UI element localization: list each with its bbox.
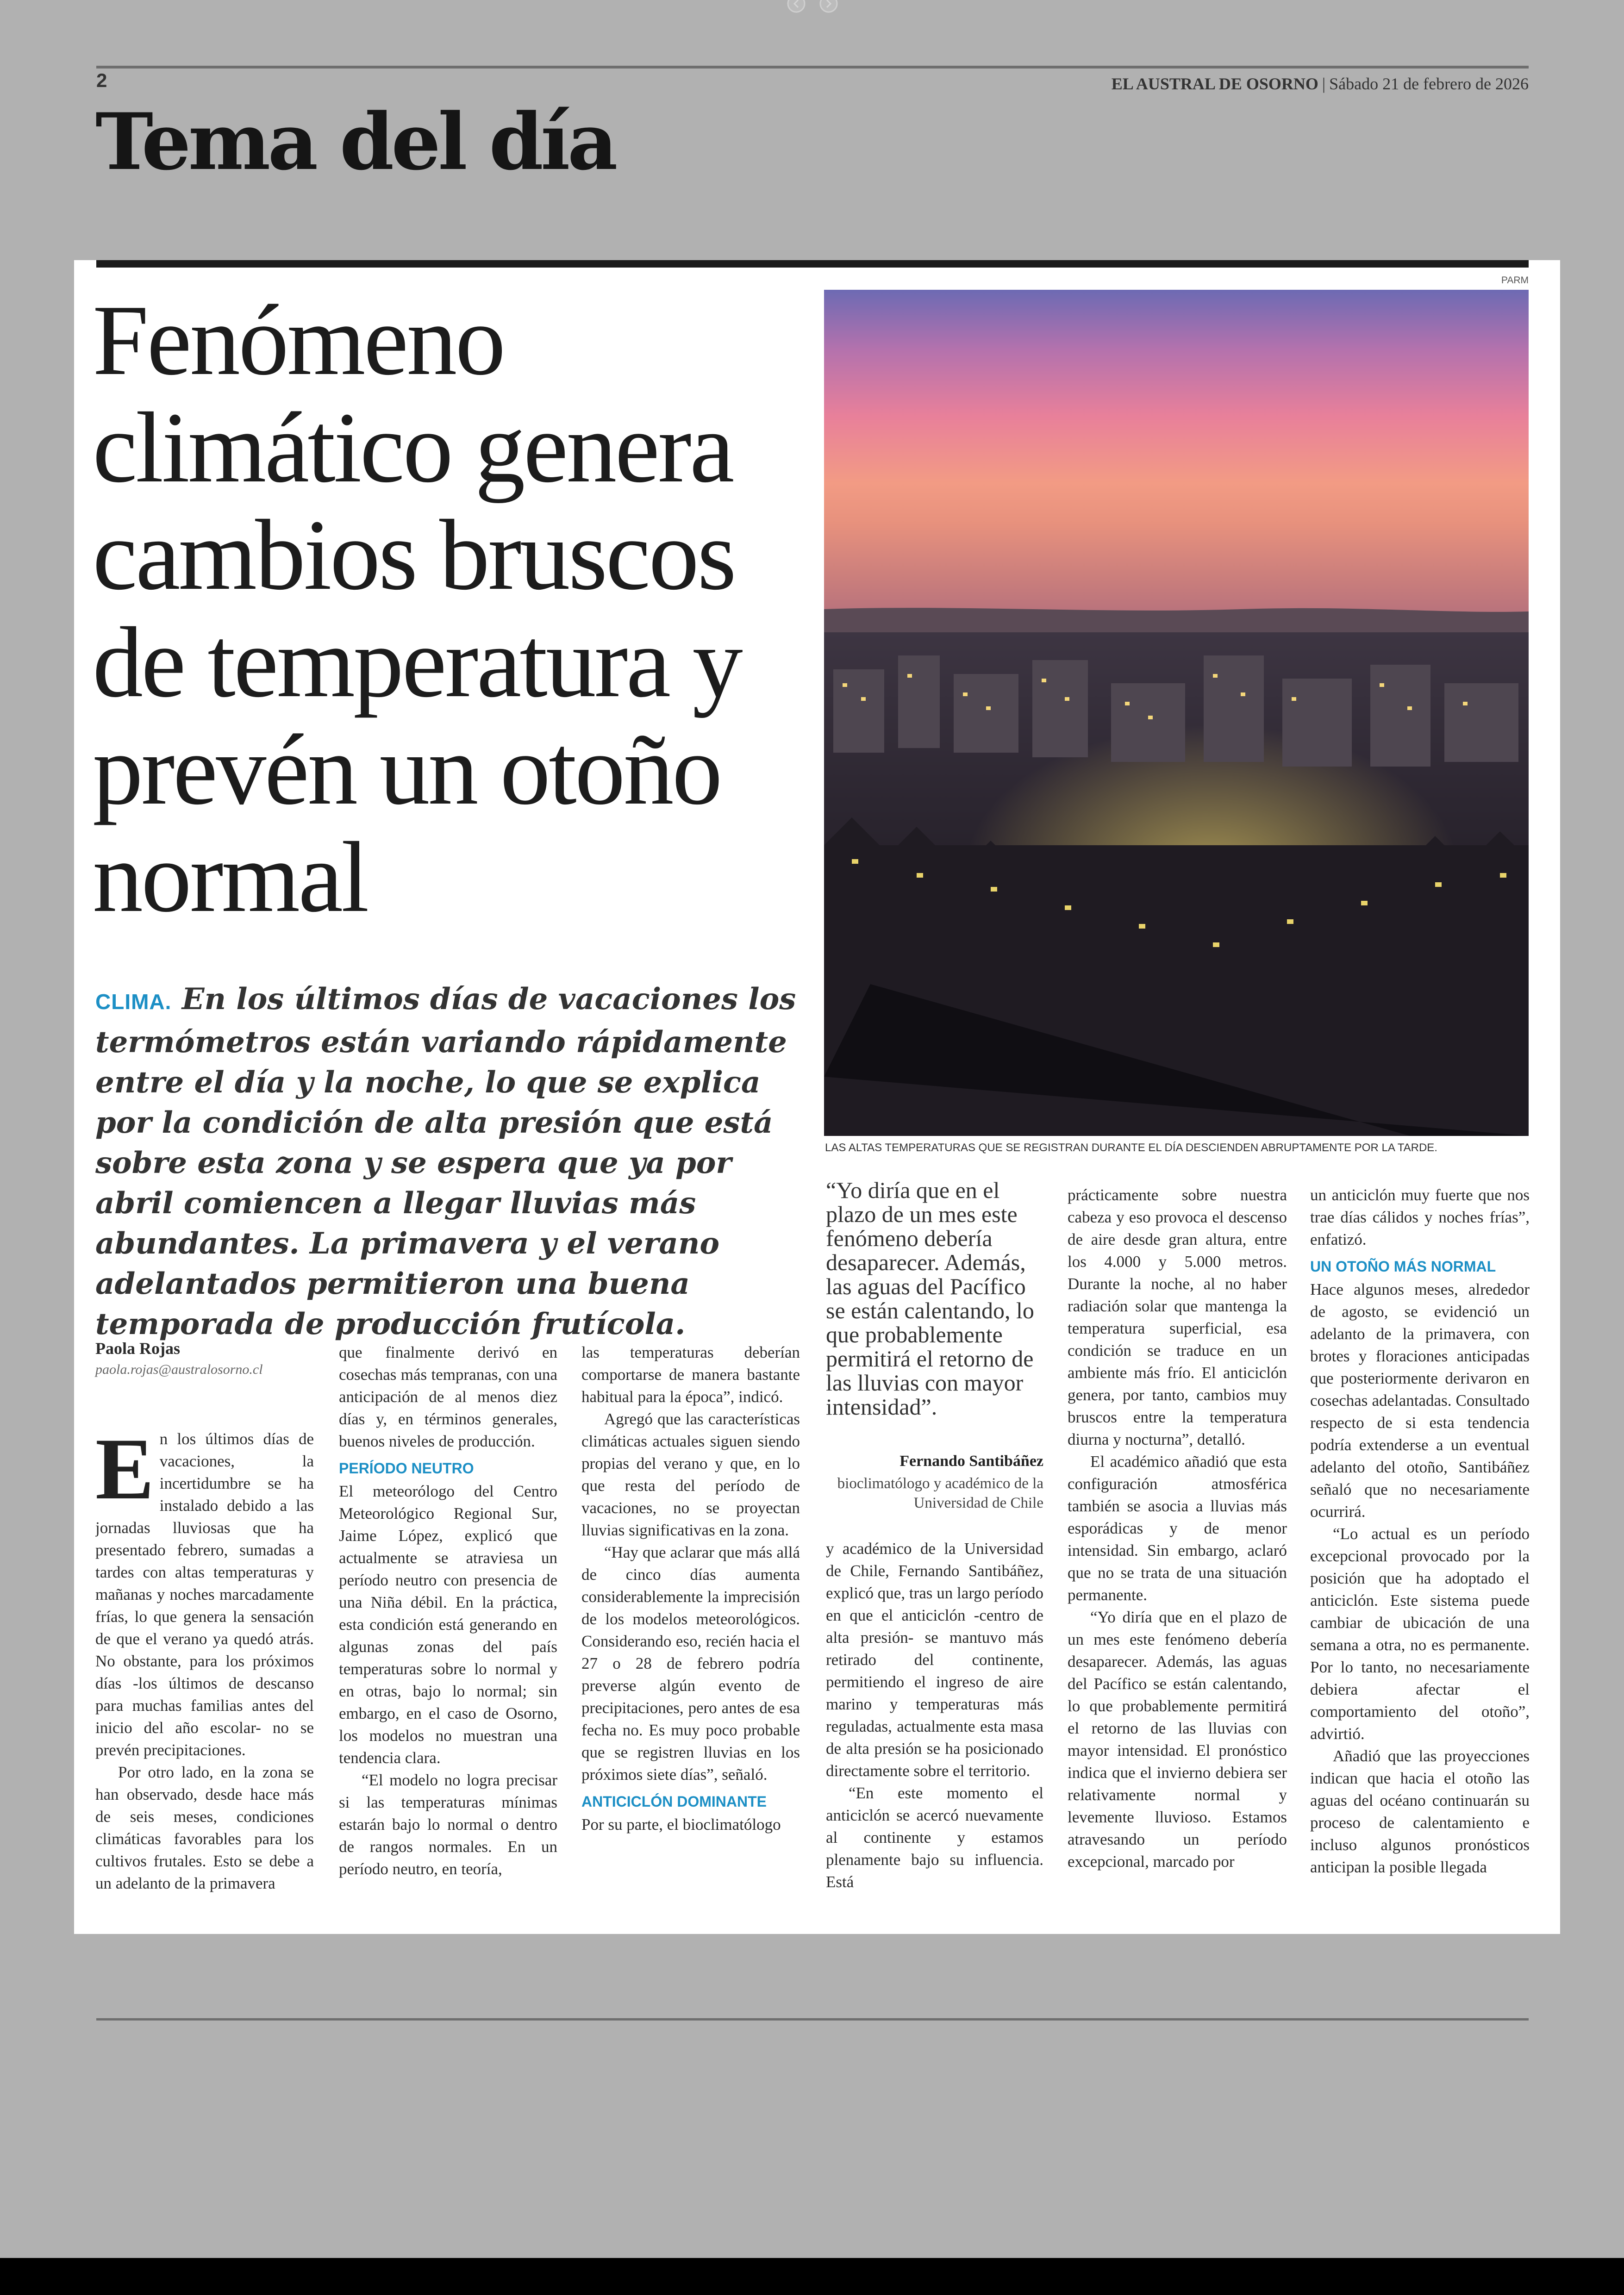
body-paragraph: las temperaturas deberían comportarse de manera bastante habitual para la época”, indicó.	[581, 1343, 800, 1406]
masthead	[1112, 74, 1529, 94]
body-paragraph: Hace algunos meses, alrededor de agosto, se evidenció un adelanto de la primavera, con brotes y floraciones anticipadas que posteriormente derivaron en cosechas adelantadas. Consultado respecto de si esta tendencia podría extenderse a un eventual adelanto del otoño, Santibáñez señaló que no necesariamente ocurrirá.	[1310, 1280, 1530, 1521]
issue-date: Sábado 21 de febrero de 2026	[1329, 75, 1529, 93]
article-photo	[824, 290, 1529, 1136]
body-paragraph: “Yo diría que en el plazo de un mes este fenómeno debería desaparecer. Además, las aguas del Pacífico se están calentando, lo que probablemente permitirá el retorno de las lluvias con mayor intensidad. El pronóstico indica que el invierno debiera ser relativamente normal y levemente lluvioso. Estamos atravesando un período excepcional, marcado por	[1068, 1608, 1287, 1871]
body-paragraph: un anticiclón muy fuerte que nos trae días cálidos y noches frías”, enfatizó.	[1310, 1186, 1530, 1248]
author-email[interactable]: paola.rojas@australosorno.cl	[95, 1362, 263, 1377]
page-number: 2	[96, 69, 107, 91]
deck-tag: CLIMA.	[95, 990, 172, 1014]
publication-name: EL AUSTRAL DE OSORNO	[1111, 75, 1318, 93]
page-nav-controls[interactable]	[782, 0, 843, 13]
pull-quote: “Yo diría que en el plazo de un mes este fenómeno debería desaparecer. Además, las aguas del Pacífico se están calentando, lo que probablemente permitirá el retorno de las lluvias con mayor intensidad”.	[826, 1177, 1034, 1420]
body-paragraph: que finalmente derivó en cosechas más tempranas, con una anticipación de al menos diez días y, en términos generales, buenos niveles de producción.	[339, 1343, 557, 1450]
body-paragraph: “En este momento el anticiclón se acercó nuevamente al continente y estamos plenamente bajo su influencia. Está	[826, 1784, 1043, 1891]
author-name: Paola Rojas	[95, 1339, 180, 1358]
body-paragraph: “El modelo no logra precisar si las temperaturas mínimas estarán bajo lo normal o dentro de rangos normales. En un período neutro, en teoría,	[339, 1771, 557, 1878]
body-paragraph: Por su parte, el bioclimatólogo	[581, 1815, 781, 1834]
deck-text: En los últimos días de vacaciones los termómetros están variando rápidamente entre el día y la noche, lo que se explica por la condición de alta presión que está sobre esta zona y se espera que ya por abril comiencen a llegar lluvias más abundantes. La primavera y el verano adelantados permitieron una buena temporada de producción frutícola.	[95, 982, 796, 1341]
photo-caption: LAS ALTAS TEMPERATURAS QUE SE REGISTRAN DURANTE EL DÍA DESCIENDEN ABRUPTAMENTE POR LA TARDE.	[825, 1141, 1437, 1154]
photo-credit: PARM	[1501, 275, 1529, 286]
article-column-2	[339, 1341, 557, 1909]
section-title: Tema del día	[95, 96, 615, 187]
masthead-separator: |	[1322, 75, 1326, 93]
top-rule	[96, 66, 1529, 69]
pull-quote-role: bioclimatólogo y académico de la Universidad de Chile	[837, 1475, 1043, 1511]
body-paragraph: prácticamente sobre nuestra cabeza y eso provoca el descenso de aire desde gran altura, entre los 4.000 y 5.000 metros. Durante la noche, al no haber radiación solar que mantenga la temperatura superficial, esa condición se traduce en un ambiente más frío. El anticiclón genera, por tanto, cambios muy bruscos entre la temperatura diurna y nocturna”, detalló.	[1068, 1186, 1287, 1448]
body-paragraph: “Hay que aclarar que más allá de cinco días aumenta considerablemente la imprecisión de los modelos meteorológicos. Considerando eso, recién hacia el 27 o 28 de febrero podría preverse algún evento de precipitaciones, pero antes de esa fecha no. Es muy poco probable que se registren lluvias en los próximos siete días”, señaló.	[581, 1543, 800, 1784]
pull-quote-name: Fernando Santibáñez	[899, 1453, 1043, 1470]
body-paragraph: Por otro lado, en la zona se han observado, desde hace más de seis meses, condiciones climáticas favorables para los cultivos frutales. Esto se debe a un adelanto de la primavera	[95, 1763, 314, 1892]
headline: Fenómeno climático genera cambios bruscos de temperatura y prevén un otoño normal	[93, 285, 741, 933]
viewer-footer-bar	[0, 2258, 1624, 2295]
body-paragraph: y académico de la Universidad de Chile, Fernando Santibáñez, explicó que, tras un largo período en que el anticiclón -centro de alta presión- se mantuvo más retirado del continente, permitiendo el ingreso de aire marino y temperaturas más reguladas, actualmente esta masa de alta presión se ha posicionado directamente sobre el territorio.	[826, 1540, 1043, 1780]
article-column-6	[1310, 1184, 1530, 1909]
body-paragraph: El meteorólogo del Centro Meteorológico Regional Sur, Jaime López, explicó que actualmente se atraviesa un período neutro con presencia de una Niña débil. En la práctica, esta condición está generando en algunas zonas del país temperaturas sobre lo normal y en otras, bajo lo normal; sin embargo, en el caso de Osorno, los modelos no muestran una tendencia clara.	[339, 1482, 557, 1767]
subheading: ANTICICLÓN DOMINANTE	[581, 1793, 767, 1810]
body-paragraph: El académico añadió que esta configuración atmosférica también se asocia a lluvias más esporádicas y de menor intensidad. Sin embargo, aclaró que no se trata de una situación permanente.	[1068, 1453, 1287, 1604]
article-top-rule	[96, 260, 1529, 268]
subheading: PERÍODO NEUTRO	[339, 1460, 474, 1477]
subheading: UN OTOÑO MÁS NORMAL	[1310, 1258, 1496, 1275]
drop-cap: E	[95, 1428, 154, 1518]
body-paragraph: n los últimos días de vacaciones, la incertidumbre se ha instalado debido a las jornadas lluviosas que ha presentado febrero, sumadas a tardes con altas temperaturas y mañanas y noches marcadamente frías, lo que genera la sensación de que el verano ya quedó atrás. No obstante, para los próximos días -los últimos de descanso para muchas familias antes del inicio del año escolar- no se prevén precipitaciones.	[95, 1430, 314, 1759]
article-column-4	[826, 1538, 1043, 1909]
body-paragraph: “Lo actual es un período excepcional provocado por la posición que ha adoptado el anticiclón. Este sistema puede cambiar de ubicación de una semana a otra, no es permanente. Por lo tanto, no necesariamente debiera afectar el comportamiento del otoño”, advirtió.	[1310, 1525, 1530, 1743]
bottom-rule	[96, 2018, 1529, 2021]
body-paragraph: Añadió que las proyecciones indican que hacia el otoño las aguas del océano continuarán su proceso de calentamiento e incluso algunos pronósticos anticipan la posible llegada	[1310, 1747, 1530, 1876]
article-column-3	[581, 1341, 800, 1909]
deck	[95, 979, 808, 1344]
article-column-1	[95, 1428, 314, 1909]
body-paragraph: Agregó que las características climáticas actuales siguen siendo propias del verano y que, en lo que resta del período de vacaciones, no se proyectan lluvias significativas en la zona.	[581, 1410, 800, 1539]
article-column-5	[1068, 1184, 1287, 1909]
